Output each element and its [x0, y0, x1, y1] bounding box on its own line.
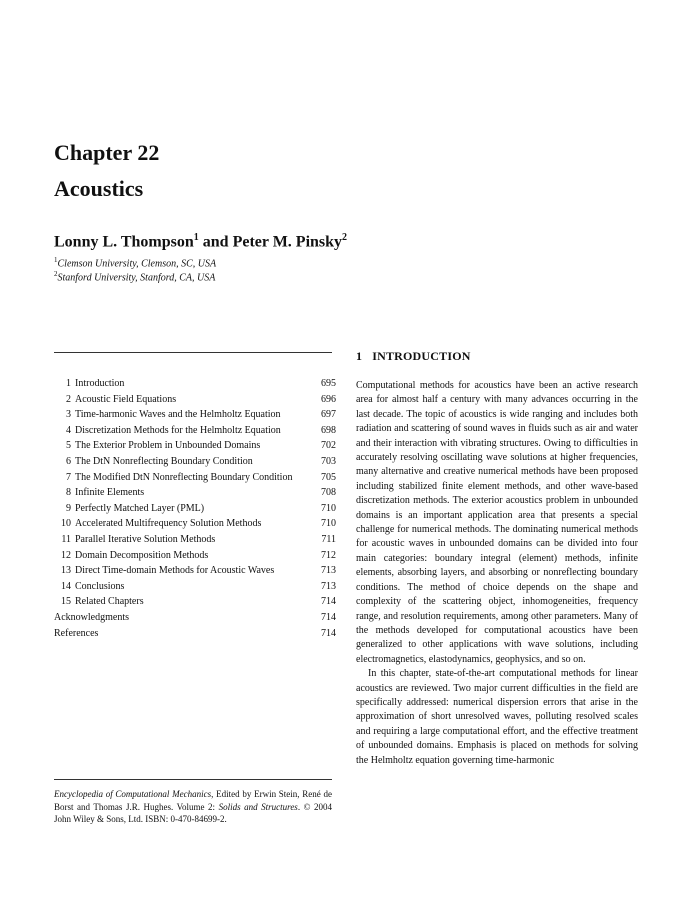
chapter-number: Chapter 22: [54, 140, 160, 165]
author-line: [54, 232, 347, 251]
author-conjunction: and: [198, 233, 233, 251]
toc-entry-number: 13: [61, 565, 71, 577]
toc-entry-title: Infinite Elements: [75, 487, 145, 499]
author-name: Peter M. Pinsky: [232, 233, 343, 251]
toc-entry: [54, 392, 336, 408]
affiliation-marker: 1: [54, 256, 58, 264]
footnote-copyright: . © 2004 John Wiley & Sons, Ltd. ISBN: 0-470-84699-2.: [54, 801, 333, 824]
toc-entry-title: Domain Decomposition Methods: [75, 549, 209, 561]
footnote-rule: [54, 779, 332, 780]
paragraph: In this chapter, state-of-the-art computational methods for linear acoustics are reviewed. Two major current difficulties in the field are specifically addressed: numerical dispersion errors that arise in the approximation of short unresolved waves, polluting resolved scales and requiring a large computational effort, and the effective treatment of unbounded domains. Emphasis is placed on methods for solving the Helmholtz equation governing time-harmonic: [356, 668, 638, 766]
toc-entry-title: The Modified DtN Nonreflecting Boundary Condition: [75, 471, 293, 483]
toc-entry-title: The DtN Nonreflecting Boundary Condition: [75, 455, 253, 467]
toc-entry-number: 10: [61, 518, 71, 530]
toc-entry-title: The Exterior Problem in Unbounded Domains: [75, 440, 261, 452]
toc-entry-title: References: [54, 627, 99, 639]
section-heading: [356, 349, 471, 364]
toc-entry-page: 708: [321, 487, 336, 499]
toc-entry-number: 5: [66, 440, 71, 452]
toc-entry-title: Related Chapters: [75, 596, 144, 608]
toc-entry-title: Acknowledgments: [54, 611, 129, 623]
affiliation-marker: 2: [54, 270, 58, 278]
footnote: [54, 788, 332, 826]
toc-entry-number: 7: [66, 471, 71, 483]
toc-entry-title: Perfectly Matched Layer (PML): [75, 502, 205, 514]
footnote-editors: , Edited by Erwin Stein, René de Borst and Thomas J.R. Hughes. Volume 2:: [54, 789, 332, 812]
toc-entry-title: Time-harmonic Waves and the Helmholtz Equation: [75, 409, 281, 421]
affiliation: [54, 256, 216, 269]
toc-entry-title: Acoustic Field Equations: [75, 393, 177, 405]
toc-entry-page: 703: [321, 455, 336, 467]
affiliation: [54, 270, 215, 283]
toc-entry-title: Parallel Iterative Solution Methods: [75, 533, 216, 545]
toc-entry-number: 14: [61, 580, 71, 592]
toc-entry-page: 714: [321, 596, 336, 608]
toc-entry-number: 9: [66, 502, 71, 514]
toc-entry-page: 710: [321, 502, 336, 514]
toc-entry-number: 11: [61, 533, 71, 545]
toc-entry-title: Direct Time-domain Methods for Acoustic Waves: [75, 565, 275, 577]
toc-entry-number: 3: [66, 409, 71, 421]
toc-entry-number: 4: [66, 424, 71, 436]
toc-entry-page: 696: [321, 393, 336, 405]
toc-entry-page: 695: [321, 378, 336, 389]
toc-entry-page: 711: [321, 533, 336, 545]
toc-entry: [54, 485, 336, 501]
author-name: Lonny L. Thompson: [54, 233, 194, 251]
toc-entry-number: 6: [66, 455, 71, 467]
toc-entry: [54, 548, 336, 564]
toc-entry-page: 713: [321, 565, 336, 577]
toc-entry: [54, 563, 336, 579]
footnote-book-title: Encyclopedia of Computational Mechanics: [54, 789, 212, 799]
section-body: [356, 379, 638, 768]
toc-entry-title: Discretization Methods for the Helmholtz Equation: [75, 424, 281, 436]
affiliation-text: Clemson University, Clemson, SC, USA: [57, 258, 217, 270]
paragraph: Computational methods for acoustics have been an active research area for almost half a century with many advances occurring in the last decade. The topic of acoustics is wide ranging and includes both radiation and scattering of sound waves in fluids such as air and water and their interaction with vibrating structures. Owing to difficulties in accurately resolving oscillating wave solutions at higher frequencies, many alternative and creative numerical methods have been proposed including stabilized finite element methods, and other wave-based discretization methods. The exterior acoustics problem in unbounded domains is an important application area that presents a special challenge for numerical methods. The dominating numerical methods for acoustic waves in unbounded domains can be divided into four main categories: boundary integral (element) methods, infinite elements, absorbing layers, and absorbing or nonreflecting boundary conditions. The method of choice depends on the shape and complexity of the scattering object, inhomogeneities, frequency range, and resolution requirements, among other parameters. Many of the methods developed for computational acoustics have been generalized to other applications with wave solutions, including electromagnetics, elastodynamics, geophysics, and so on.: [356, 380, 638, 665]
toc-entry-number: 15: [61, 596, 71, 608]
toc-entry-number: 2: [66, 393, 71, 405]
toc-entry: [54, 626, 336, 642]
toc-entry-page: 705: [321, 471, 336, 483]
chapter-title: Acoustics: [54, 176, 144, 201]
toc-entry-number: 8: [66, 487, 71, 499]
toc-entry-page: 698: [321, 424, 336, 436]
toc-entry: [54, 579, 336, 595]
toc-entry-title: Introduction: [75, 378, 125, 389]
toc-entry: [54, 610, 336, 626]
toc-entry: [54, 516, 336, 532]
toc-entry-title: Accelerated Multifrequency Solution Methods: [75, 518, 262, 530]
toc-entry: [54, 454, 336, 470]
section-number: 1: [356, 349, 363, 363]
toc-entry-page: 714: [321, 627, 336, 639]
toc-entry: [54, 501, 336, 517]
toc-entry-page: 702: [321, 440, 336, 452]
toc-entry-page: 712: [321, 549, 336, 561]
toc-entry: [54, 470, 336, 486]
toc-top-rule: [54, 352, 332, 353]
section-title: INTRODUCTION: [372, 349, 471, 363]
affiliation-text: Stanford University, Stanford, CA, USA: [57, 272, 216, 284]
affiliation-marker: 2: [342, 232, 348, 243]
toc-entry: [54, 423, 336, 439]
affiliation-marker: 1: [193, 232, 199, 243]
toc-entry: [54, 407, 336, 423]
toc-entry-title: Conclusions: [75, 580, 125, 592]
footnote-volume-title: Solids and Structures: [218, 801, 298, 812]
toc-entry-number: 12: [61, 549, 71, 561]
toc-entry-page: 713: [321, 580, 336, 592]
toc-entry-page: 710: [321, 518, 336, 530]
toc-entry: [54, 376, 336, 392]
toc-entry-page: 714: [321, 611, 336, 623]
toc-entry-number: 1: [66, 378, 71, 389]
toc-entry: [54, 594, 336, 610]
table-of-contents: [54, 376, 336, 641]
toc-entry: [54, 438, 336, 454]
toc-entry: [54, 532, 336, 548]
toc-entry-page: 697: [321, 409, 336, 421]
